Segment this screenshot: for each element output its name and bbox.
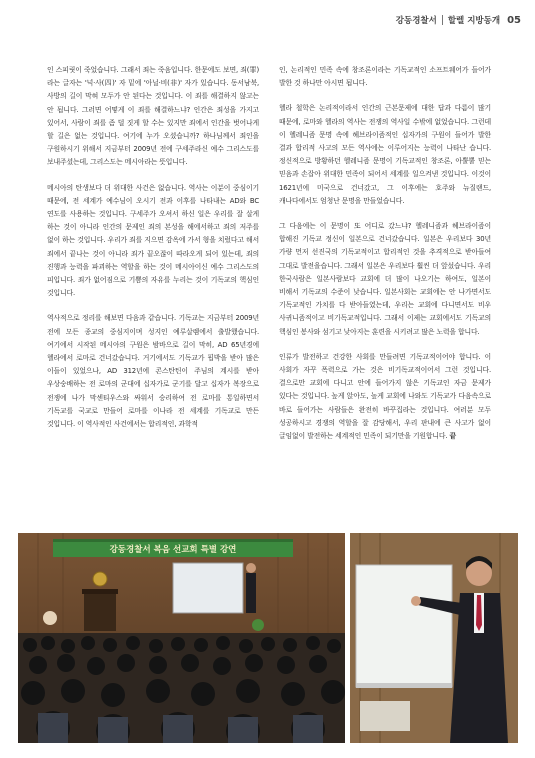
paragraph: 인, 논리적인 민족 속에 창조론이라는 기독교적인 소프트웨어가 들어가 발한 것 하나만 아시면 됩니다.: [279, 66, 491, 88]
lecture-hall-image: [18, 533, 345, 743]
paragraph-last: [279, 351, 491, 443]
magazine-name: 강동경찰서: [395, 16, 437, 26]
paragraph-text: 인류가 발전하고 건강한 사회를 만들려면 기독교적이어야 합니다. 이 사회가 자꾸 폭력으로 가는 것은 비기독교적이어서 그런 것입니다. 결으로만 교회에 다니고 안에 들어가지 않은 기독교인 자금 문제가 있다는 것입니다. 높게 앉아도, 높게 교회에 나와도 기독교가 다음속으로 바로 들어가는 사람들은 완전히 바꾸집라는 것입니다. 여러분 모두 성공하시고 경쟁의 역할을 잘 감당해서, 우리 판내에 큰 사고가 없이 글임없이 발전하는 세계적인 민족이 되기만을 기원합니다.: [279, 352, 491, 441]
speaker-photo: [350, 533, 518, 743]
paragraph: 그 다음에는 이 문명이 또 어디로 갔느냐? 헬레니즘과 헤브라이즘이 합해진 기독교 정신이 일본으로 건너갔습니다. 일본은 우리보다 30년 가량 먼저 선진국의 기독교적이고 합리적인 것을 추격적으로 받아들여 그대로 발전을습니다. 그래서 일본은 우리보다 훨씬 더 앞섰습니다. 우리 한국사람은 일본사람보다 교회에 더 많이 나오기는 하여도, 일본이 비해서 기독교의 수준이 낮습니다. 일본사회는 교회에는 안 나가면서도 기독교적인 가치를 다 받아들였는데, 우리는 교회에 다니면서도 비우 사귀니즘적이고 비기독교적입니다. 그래서 이제는 교회에서도 기독교의 핵심인 봉사와 섬기고 낮아지는 훈련을 시키려고 많은 노력을 합니다.: [279, 222, 491, 336]
end-mark: 끝: [449, 432, 456, 441]
lecture-audience-photo: [18, 533, 345, 743]
article-body: [47, 64, 491, 455]
page-header: [396, 14, 521, 26]
paragraph: 메시아의 탄생보다 더 위대한 사건은 없습니다. 역사는 이분이 중심이기 때문에, 전 세계가 예수님이 오시기 전과 이후를 나타내는 AD와 BC 연도를 사용하는 것입니다. 구세주가 오셔서 하신 일은 우리를 잘 살게 하는 것이 아니라 인간의 문제인 죄의 본성을 해에서하고 죄의 저주를 없이 하는 것입니다. 우리가 죄를 지으면 감옥에 가서 형을 치렀다고 해서 죄에서 끝나는 것이 아니라 죄가 끝오잖이 따라오게 되어 있는데, 죄의 진행과 능력을 파괴하는 역할을 하는 것이 메시아이신 예수 그리스도의 피입니다. 죄가 없어짐으로 기쁨의 자유를 누리는 것이 기독교의 핵심인 것입니다.: [47, 183, 259, 298]
paragraph: 역사적으로 정리를 해보면 다음과 같습니다. 기독교는 지금부터 2009년 전에 모든 종교의 중심지이며 성지인 예루살렘에서 출발했습니다. 여기에서 시작된 메시아의 구원은 밤바으로 길이 막히, AD 65년경에 헬라에서 로마로 건너갔습니다. 거기에서도 기독교가 핍박을 받아 많은 이들이 있었으나, AD 312년에 콘스탄틴이 주님의 계시를 받아 우상숭배하는 전 로마의 군대에 십자가로 군기를 달고 십자가 복장으로 전쟁에 나가 막센티우스와 싸워서 승리하여 전 로마를 통일하면서 기독교를 국교로 만들어 로마를 이나라 전 세계를 기독교로 만든 것입니다. 이 역사적인 사건에서는 합리적인, 과학적: [47, 314, 259, 429]
right-column: [279, 64, 491, 455]
paragraph: 헬라 철학은 논리적이라서 인간의 근본문제에 대한 답과 다름이 많기 때문에, 로마와 헬라의 역사는 전쟁의 역사일 수밖에 없었습니다. 그런데 이 헬레니즘 문명 속에 헤브라이즘적인 십자가의 구원이 들어가 발한 결과 합리적 사고의 모든 역사에는 이루어지는 능력이 나타난 습니다. 정신적으로 방황하던 헬레니즘 문명이 기독교적인 창조론, 아뿔뿔 믿는 믿음과 손잡아 위대한 민족이 되어서 세계를 일으켜낸 것입니다. 이것이 1621년에 미국으로 건너갔고, 그 이후에는 호주와 뉴질랜드, 캐나다에서도 엄청난 문명을 만들었습니다.: [279, 104, 491, 205]
page-number: 05: [507, 14, 521, 26]
paragraph: 인 스피릿이 죽었습니다. 그래서 죄는 죽음입니다. 한문에도 보면, 죄(罪)라는 글자는 '넉·사(四)' 자 밑에 '아닐·비(非)' 자가 있습니다. 동서남북, 사방의 길이 막혀 모두가 안 된다는 것입니다. 이 죄를 해결하지 않고는 안 됩니다. 그러면 어떻게 이 죄를 해결하느냐? 인간은 죄성을 가지고 있어서, 사람이 죄를 좀 덜 짓게 할 수는 있지만 죄에서 인간을 벗어나게 할 길은 없는 것입니다. 여기에 누가 오셨습니까? 하나님께서 죄인을 구원하시기 위해서 지금부터 2009년 전에 구세주라신 예수 그리스도를 보내주셨는데, 그리스도는 메시아라는 뜻입니다.: [47, 66, 259, 167]
header-divider: [442, 15, 443, 25]
banner-text: 강동경찰서 복음 선교회 특별 강연: [109, 545, 237, 555]
section-name: 할렐 지방동개: [447, 16, 501, 26]
left-column: [47, 64, 259, 455]
speaker-image: [350, 533, 518, 743]
photo-strip: [18, 533, 518, 743]
